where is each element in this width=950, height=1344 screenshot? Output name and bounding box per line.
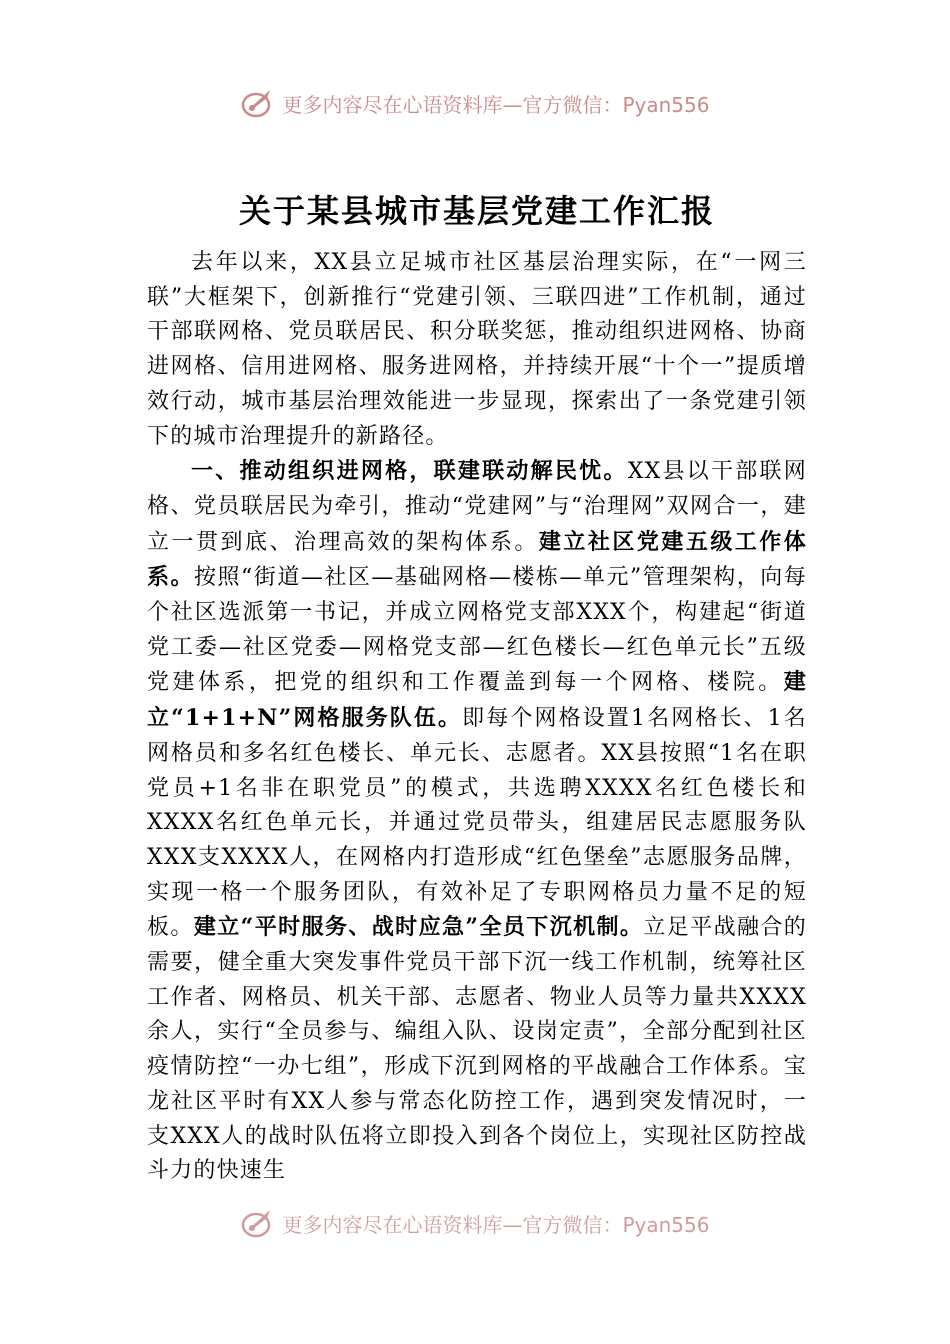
intro-paragraph: 去年以来，XX县立足城市社区基层治理实际，在“一网三联”大框架下，创新推行“党建引领、三联四进”工作机制，通过干部联网格、党员联居民、积分联奖惩，推动组织进网格、协商进网格、信用进网格、服务进网格，并持续开展“十个一”提质增效行动，城市基层治理效能进一步显现，探索出了一条党建引领下的城市治理提升的新路径。 — [147, 250, 807, 449]
watermark-text: 更多内容尽在心语资料库—官方微信：Pyan556 — [282, 1212, 710, 1237]
section-1-text-2: 按照“街道—社区—基础网格—楼栋—单元”管理架构，向每个社区选派第一书记，并成立网格党支部XXX个，构建起“街道党工委—社区党委—网格党支部—红色楼长—红色单元长”五级党建体系，把党的组织和工作覆盖到每一个网格、楼院。 — [147, 565, 807, 696]
section-1-paragraph — [147, 454, 807, 1189]
watermark-text: 更多内容尽在心语资料库—官方微信：Pyan556 — [282, 92, 710, 117]
document-body — [147, 186, 807, 1189]
watermark-footer — [0, 1206, 950, 1240]
section-1-text-1: XX县以干部联网格、党员联居民为牵引，推动“党建网”与“治理网”双网合一，建立一贯到底、治理高效的架构体系。 — [147, 459, 807, 555]
section-1-text-3: 即每个网格设置1名网格长、1名网格员和多名红色楼长、单元长、志愿者。XX县按照“1名在职党员+1名非在职党员”的模式，共选聘XXXX名红色楼长和XXXX名红色单元长，并通过党员带头，组建居民志愿服务队XXX支XXXX人，在网格内打造形成“红色堡垒”志愿服务品牌，实现一格一个服务团队，有效补足了专职网格员力量不足的短板。 — [147, 706, 807, 941]
section-1-text-4: 立足平战融合的需要，健全重大突发事件党员干部下沉一线工作机制，统筹社区工作者、网格员、机关干部、志愿者、物业人员等力量共XXXX余人，实行“全员参与、编组入队、设岗定责”，全部分配到社区疫情防控“一办七组”，形成下沉到网格的平战融合工作体系。宝龙社区平时有XX人参与常态化防控工作，遇到突发情况时，一支XXX人的战时队伍将立即投入到各个岗位上，实现社区防控战斗力的快速生 — [147, 915, 808, 1184]
section-1-heading: 一、推动组织进网格，联建联动解民忧。 — [191, 458, 628, 485]
quill-logo-icon — [240, 1206, 276, 1240]
document-title: 关于某县城市基层党建工作汇报 — [238, 192, 715, 230]
quill-logo-icon — [240, 86, 276, 120]
section-1-bold-2: 建立“1+1+N”网格服务队伍。 — [147, 669, 807, 732]
watermark-header — [0, 86, 950, 120]
section-1-bold-3: 建立“平时服务、战时应急”全员下沉机制。 — [193, 914, 644, 941]
section-1-bold-1: 建立社区党建五级工作体系。 — [147, 528, 807, 591]
